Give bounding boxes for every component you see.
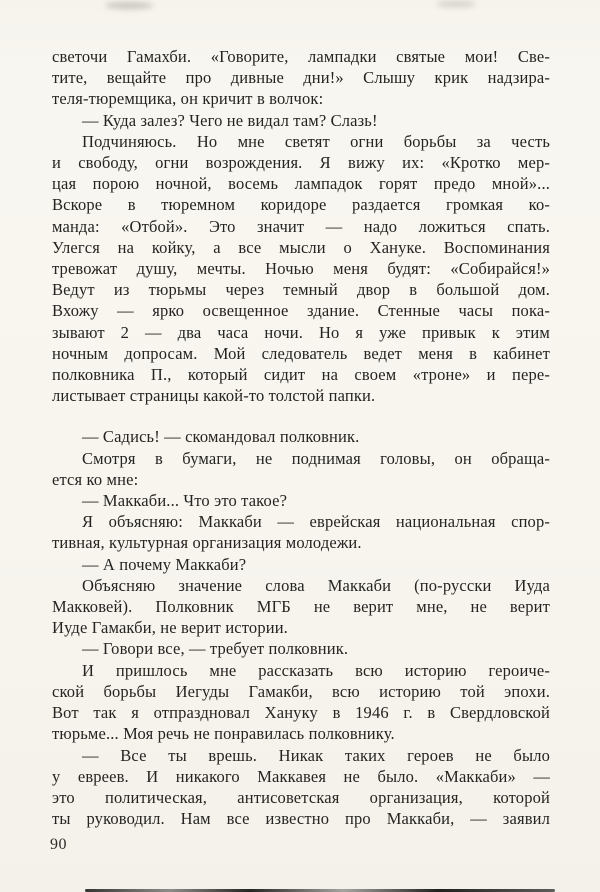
text-line: ской борьбы Иегуды Гамакби, всю историю той эпохи. — [52, 681, 550, 701]
paragraph — [52, 511, 550, 553]
text-line: — Все ты врешь. Никак таких героев не было — [82, 745, 550, 765]
text-line: Вот так я отпраздновал Хануку в 1946 г. в Свердловской — [52, 703, 550, 723]
text-line: тивная, культурная организация молодежи. — [52, 533, 362, 553]
paragraph — [52, 745, 550, 830]
paragraph — [52, 131, 550, 407]
text-line: Вскоре в тюремном коридоре раздается громкая ко- — [52, 195, 550, 215]
text-line: Вхожу — ярко освещенное здание. Стенные часы пока- — [52, 301, 550, 321]
text-line: — Говори все, — требует полковник. — [82, 639, 349, 659]
paragraph — [52, 110, 550, 131]
text-line: И пришлось мне рассказать всю историю героиче- — [82, 660, 550, 680]
text-line: Смотря в бумаги, не поднимая головы, он обраща- — [82, 448, 550, 468]
scan-smudge-top-left — [105, 2, 153, 9]
text-line: — Маккаби... Что это такое? — [82, 491, 288, 511]
text-line: Иуде Гамакби, не верит истории. — [52, 618, 288, 638]
text-line: — Куда залез? Чего не видал там? Слазь! — [82, 110, 378, 130]
paragraph — [52, 575, 550, 639]
paragraph — [52, 638, 550, 659]
scan-smudge-top-right — [436, 1, 476, 7]
text-line: Подчиняюсь. Но мне светят огни борьбы за честь — [82, 131, 550, 151]
page-number: 90 — [50, 836, 67, 853]
text-line: — А почему Маккаби? — [82, 554, 247, 574]
text-line: полковника П., который сидит на своем «троне» и пере- — [52, 365, 550, 385]
paragraph — [52, 554, 550, 575]
paragraph — [52, 46, 550, 110]
text-line: — Садись! — скомандовал полковник. — [82, 427, 360, 447]
text-line: ется ко мне: — [52, 469, 139, 489]
text-line: листывает страницы какой-то толстой папки. — [52, 386, 376, 406]
text-line: ты руководил. Нам все известно про Маккаби, — заявил — [52, 809, 550, 829]
text-line: тите, вещайте про дивные дни!» Слышу крик надзира- — [52, 68, 550, 88]
page-text — [52, 46, 550, 829]
text-line: у евреев. И никакого Маккавея не было. «Маккаби» — — [52, 766, 550, 786]
text-line: светочи Гамахби. «Говорите, лампадки святые мои! Све- — [52, 47, 550, 66]
text-line: манда: «Отбой». Это значит — надо ложиться спать. — [52, 216, 550, 236]
text-line: Объясняю значение слова Маккаби (по-русски Иуда — [82, 575, 550, 595]
paragraph — [52, 426, 550, 447]
paragraph — [52, 448, 550, 490]
text-line: зывают 2 — два часа ночи. Но я уже привык к этим — [52, 322, 550, 342]
paragraph — [52, 660, 550, 745]
text-line: ночным допросам. Мой следователь ведет меня в кабинет — [52, 343, 550, 363]
text-line: и свободу, огни возрождения. Я вижу их: «Кротко мер- — [52, 153, 550, 173]
text-line: тревожат душу, мечты. Ночью меня будят: «Собирайся!» — [52, 259, 550, 279]
text-line: это политическая, антисоветская организация, которой — [52, 787, 550, 807]
text-line: теля-тюремщика, он кричит в волчок: — [52, 89, 324, 109]
text-line: Ведут из тюрьмы через темный двор в большой дом. — [52, 280, 550, 300]
text-line: Макковей). Полковник МГБ не верит мне, не верит — [52, 597, 550, 617]
text-line: тюрьме... Моя речь не понравилась полковнику. — [52, 724, 395, 744]
text-line: Я объясняю: Маккаби — еврейская национальная спор- — [82, 512, 550, 532]
text-line: Улегся на койку, а все мысли о Хануке. Воспоминания — [52, 237, 550, 257]
paragraph — [52, 490, 550, 511]
text-line: цая порою ночной, восемь лампадок горят предо мной»... — [52, 174, 550, 194]
